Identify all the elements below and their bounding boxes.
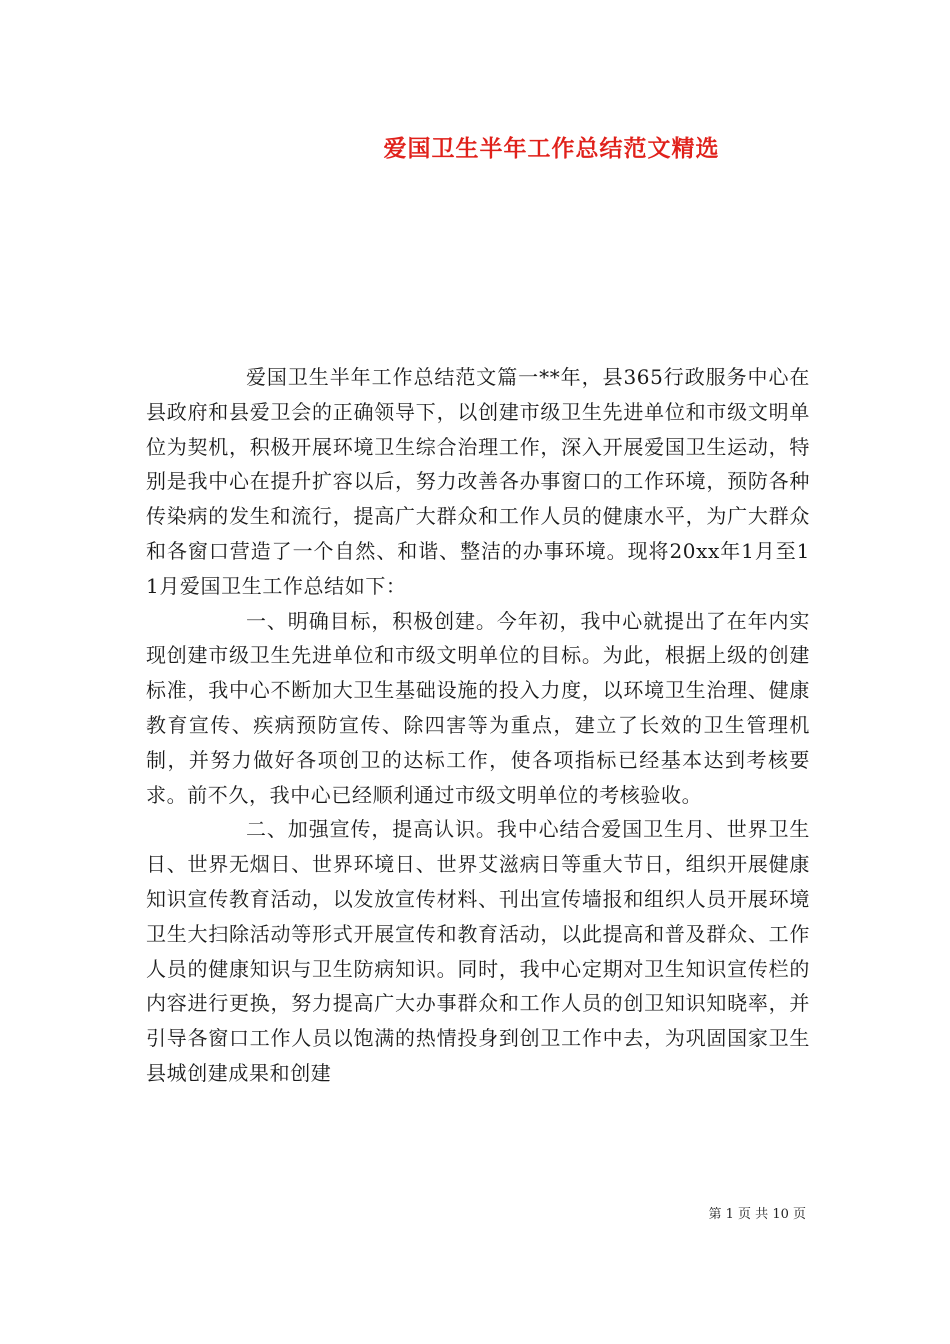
- paragraph-intro: 爱国卫生半年工作总结范文篇一**年，县365行政服务中心在县政府和县爱卫会的正确领导下，以创建市级卫生先进单位和市级文明单位为契机，积极开展环境卫生综合治理工作，深入开展爱国卫生运动，特别是我中心在提升扩容以后，努力改善各办事窗口的工作环境，预防各种传染病的发生和流行，提高广大群众和工作人员的健康水平，为广大群众和各窗口营造了一个自然、和谐、整洁的办事环境。现将20xx年1月至11月爱国卫生工作总结如下：: [146, 365, 810, 598]
- document-body: [146, 360, 810, 1091]
- page-number: 第 1 页 共 10 页: [708, 1207, 806, 1222]
- paragraph-section-2: 二、加强宣传，提高认识。我中心结合爱国卫生月、世界卫生日、世界无烟日、世界环境日、世界艾滋病日等重大节日，组织开展健康知识宣传教育活动，以发放宣传材料、刊出宣传墙报和组织人员开展环境卫生大扫除活动等形式开展宣传和教育活动，以此提高和普及群众、工作人员的健康知识与卫生防病知识。同时，我中心定期对卫生知识宣传栏的内容进行更换，努力提高广大办事群众和工作人员的创卫知识知晓率，并引导各窗口工作人员以饱满的热情投身到创卫工作中去，为巩固国家卫生县城创建成果和创建: [146, 817, 810, 1085]
- paragraph-section-1: 一、明确目标，积极创建。今年初，我中心就提出了在年内实现创建市级卫生先进单位和市级文明单位的目标。为此，根据上级的创建标准，我中心不断加大卫生基础设施的投入力度，以环境卫生治理、健康教育宣传、疾病预防宣传、除四害等为重点，建立了长效的卫生管理机制，并努力做好各项创卫的达标工作，使各项指标已经基本达到考核要求。前不久，我中心已经顺利通过市级文明单位的考核验收。: [146, 608, 810, 807]
- document-title: 爱国卫生半年工作总结范文精选: [383, 135, 720, 162]
